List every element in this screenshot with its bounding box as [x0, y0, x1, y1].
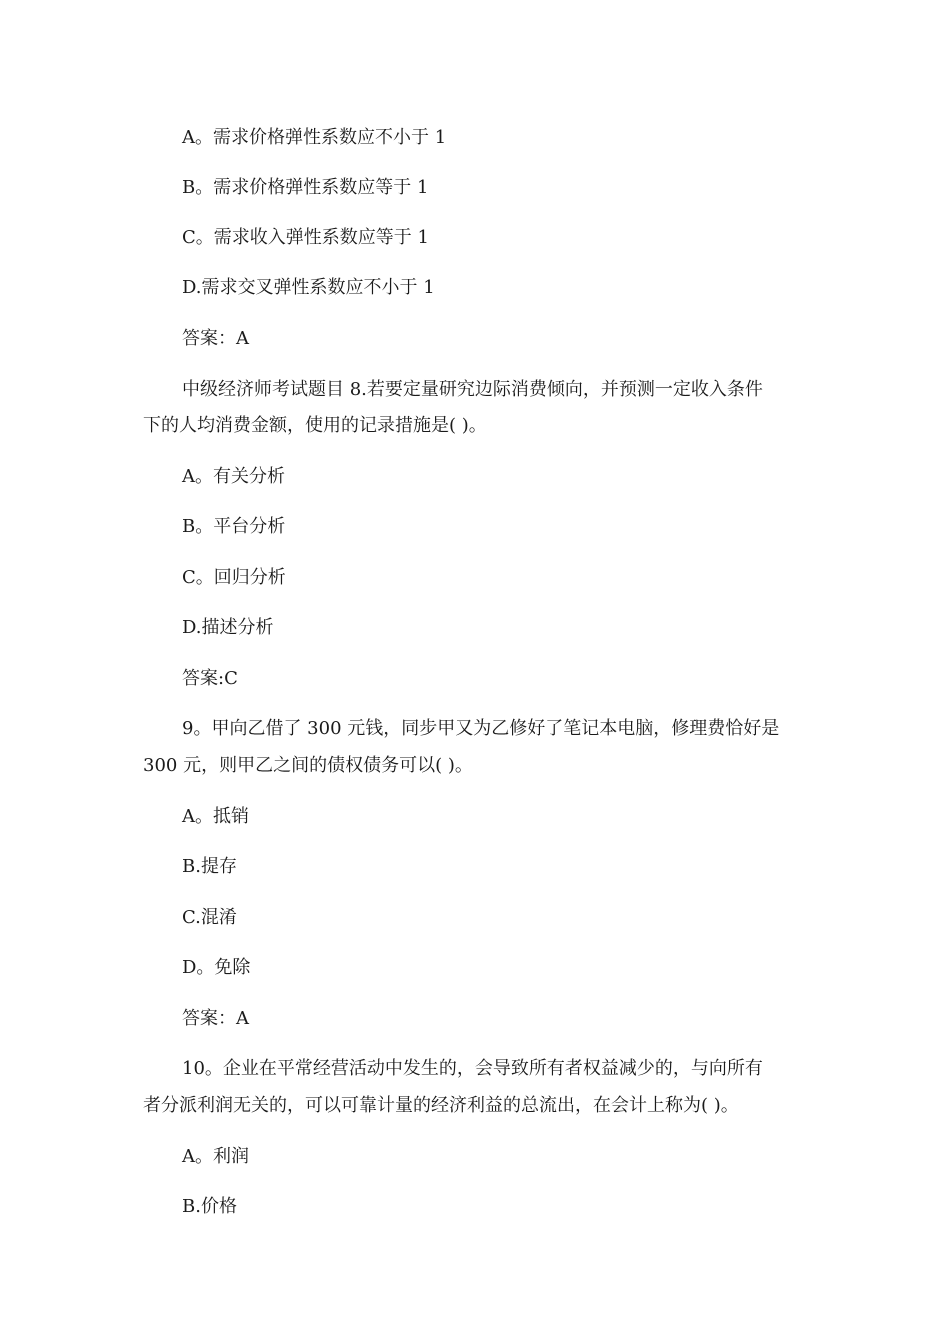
- q7-option-a: A。需求价格弹性系数应不小于 1: [182, 127, 447, 148]
- q9-option-c: C.混淆: [182, 907, 237, 928]
- q10-stem-line1: 10。企业在平常经营活动中发生的，会导致所有者权益减少的，与向所有: [182, 1058, 763, 1079]
- q9-option-d: D。免除: [182, 957, 251, 978]
- q10-option-a: A。利润: [182, 1146, 249, 1167]
- q10-stem-line2: 者分派利润无关的，可以可靠计量的经济利益的总流出，在会计上称为( )。: [143, 1095, 739, 1116]
- q7-option-d: D.需求交叉弹性系数应不小于 1: [182, 277, 435, 298]
- q9-option-a: A。抵销: [182, 806, 249, 827]
- q8-option-b: B。平台分析: [182, 516, 286, 537]
- q8-option-d: D.描述分析: [182, 617, 274, 638]
- q9-stem-line1: 9。甲向乙借了 300 元钱，同步甲又为乙修好了笔记本电脑，修理费恰好是: [182, 718, 780, 739]
- q10-option-b: B.价格: [182, 1196, 237, 1217]
- q8-stem-line2: 下的人均消费金额，使用的记录措施是( )。: [143, 415, 487, 436]
- q9-answer: 答案：A: [182, 1008, 249, 1029]
- q8-answer: 答案:C: [182, 668, 238, 689]
- q9-option-b: B.提存: [182, 856, 237, 877]
- q7-answer: 答案：A: [182, 328, 249, 349]
- q9-stem-line2: 300 元，则甲乙之间的债权债务可以( )。: [143, 755, 473, 776]
- q7-option-c: C。需求收入弹性系数应等于 1: [182, 227, 429, 248]
- q8-option-a: A。有关分析: [182, 466, 285, 487]
- q7-option-b: B。需求价格弹性系数应等于 1: [182, 177, 429, 198]
- q8-option-c: C。回归分析: [182, 567, 286, 588]
- q8-stem-line1: 中级经济师考试题目 8.若要定量研究边际消费倾向，并预测一定收入条件: [182, 379, 763, 400]
